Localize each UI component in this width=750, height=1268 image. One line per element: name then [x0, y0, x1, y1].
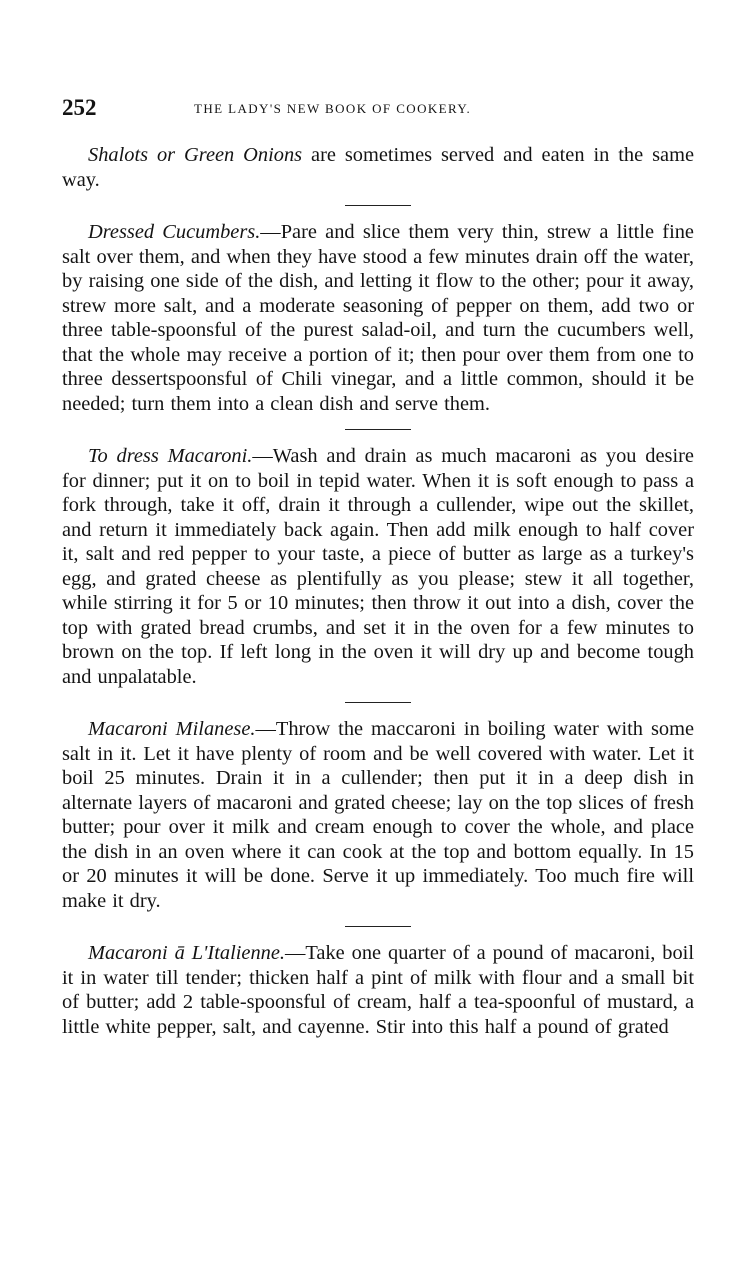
recipe-body: are sometimes served and eaten in the same way.: [62, 144, 694, 191]
recipe-shalots: [62, 143, 694, 192]
recipe-dressed-cucumbers: [62, 220, 694, 416]
recipe-body: —Pare and slice them very thin, strew a little fine salt over them, and when they have stood a few minutes drain off the water, by raising one side of the dish, and letting it flow to the other; pour it away, strew more salt, and a moderate seasoning of pepper on them, add two or three table-spoonsful of the purest salad-oil, and turn the cucumbers well, that the whole may receive a portion of it; then pour over them from one to three dessertspoonsful of Chili vinegar, and a little common, should it be needed; turn them into a clean dish and serve them.: [62, 221, 694, 415]
page-number: 252: [62, 95, 97, 120]
recipe-body: —Throw the maccaroni in boiling water with some salt in it. Let it have plenty of room and be well covered with water. Let it boil 25 minutes. Drain it in a cullender; then put it in a deep dish in alternate layers of macaroni and grated cheese; lay on the top slices of fresh butter; pour over it milk and cream enough to cover the whole, and place the dish in an oven where it can cook at the top and bottom equally. In 15 or 20 minutes it will be done. Serve it up immediately. Too much fire will make it dry.: [62, 718, 694, 912]
recipe-to-dress-macaroni: [62, 444, 694, 689]
section-divider: [345, 429, 411, 430]
recipe-title: Macaroni ā L'Italienne.: [88, 942, 285, 964]
recipe-body: —Take one quarter of a pound of macaroni, boil it in water till tender; thicken half a pint of milk with flour and a small bit of butter; add 2 table-spoonsful of cream, half a tea-spoonful of mustard, a little white pepper, salt, and cayenne. Stir into this half a pound of grated: [62, 942, 695, 1038]
recipe-title: Macaroni Milanese.: [88, 718, 256, 740]
recipe-title: Shalots or Green Onions: [88, 144, 303, 166]
recipe-title: Dressed Cucumbers.: [88, 221, 261, 243]
section-divider: [345, 205, 411, 206]
recipe-macaroni-italienne: [62, 941, 694, 1039]
book-page: [62, 95, 694, 1039]
running-head: THE LADY'S NEW BOOK OF COOKERY.: [194, 101, 472, 116]
section-divider: [345, 926, 411, 927]
recipe-title: To dress Macaroni.: [88, 445, 253, 467]
section-divider: [345, 702, 411, 703]
page-header: [62, 95, 694, 121]
recipe-macaroni-milanese: [62, 717, 694, 913]
recipe-body: —Wash and drain as much macaroni as you desire for dinner; put it on to boil in tepid water. When it is soft enough to pass a fork through, take it off, drain it through a cullender, wipe out the skillet, and return it immediately back again. Then add milk enough to half cover it, salt and red pepper to your taste, a piece of butter as large as a turkey's egg, and grated cheese as plentifully as you please; stew it all together, while stirring it for 5 or 10 minutes; then throw it out into a dish, cover the top with grated bread crumbs, and set it in the oven for a few minutes to brown on the top. If left long in the oven it will dry up and become tough and unpalatable.: [62, 445, 694, 688]
